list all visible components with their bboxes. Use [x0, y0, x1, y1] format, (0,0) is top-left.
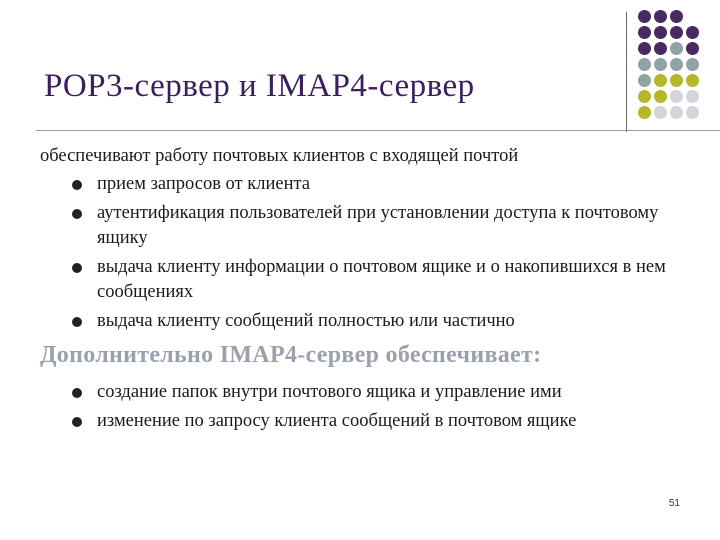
decorative-dot	[686, 106, 699, 119]
decorative-dot	[686, 58, 699, 71]
list-item	[40, 380, 700, 405]
decorative-dot	[670, 106, 683, 119]
decorative-dot	[686, 90, 699, 103]
page-number: 51	[668, 498, 680, 509]
vertical-divider	[626, 12, 627, 132]
bullet-icon	[72, 388, 82, 398]
decorative-dot	[670, 42, 683, 55]
list-item	[40, 201, 700, 251]
list-item-text: выдача клиенту информации о почтовом ящике и о накопившихся в нем сообщениях	[97, 257, 666, 302]
decorative-dot	[638, 26, 651, 39]
decorative-dot	[638, 90, 651, 103]
bullet-icon	[72, 209, 82, 219]
decorative-dot	[654, 106, 667, 119]
decorative-dot	[638, 10, 651, 23]
decorative-dot	[654, 10, 667, 23]
decorative-dot	[670, 58, 683, 71]
list-item-text: аутентификация пользователей при установлении доступа к почтовому ящику	[97, 203, 659, 248]
list-item	[40, 309, 700, 334]
decorative-dot	[654, 42, 667, 55]
list-item	[40, 172, 700, 197]
section-heading: Дополнительно IMAP4-сервер обеспечивает:	[40, 342, 542, 368]
decorative-dot	[654, 74, 667, 87]
bullet-list-primary	[40, 172, 700, 338]
decorative-dot	[670, 74, 683, 87]
decorative-dot	[654, 58, 667, 71]
slide-title: POP3-сервер и IMAP4-сервер	[44, 68, 475, 104]
list-item-text: изменение по запросу клиента сообщений в почтовом ящике	[97, 411, 577, 431]
list-item	[40, 255, 700, 305]
list-item	[40, 409, 700, 434]
decorative-dot	[670, 90, 683, 103]
list-item-text: выдача клиенту сообщений полностью или частично	[97, 311, 515, 331]
bullet-list-imap	[40, 380, 700, 438]
decorative-dot	[686, 26, 699, 39]
decorative-dot	[638, 58, 651, 71]
bullet-icon	[72, 180, 82, 190]
decorative-dot	[686, 74, 699, 87]
decorative-dot	[638, 42, 651, 55]
intro-text: обеспечивают работу почтовых клиентов с входящей почтой	[40, 146, 519, 166]
list-item-text: прием запросов от клиента	[97, 174, 311, 194]
decorative-dot	[670, 10, 683, 23]
decorative-dot	[638, 74, 651, 87]
decorative-dot	[654, 90, 667, 103]
decorative-dot-grid	[638, 10, 718, 122]
bullet-icon	[72, 417, 82, 427]
bullet-icon	[72, 263, 82, 273]
decorative-dot	[638, 106, 651, 119]
decorative-dot	[670, 26, 683, 39]
decorative-dot	[654, 26, 667, 39]
title-divider	[36, 130, 720, 131]
decorative-dot	[686, 42, 699, 55]
bullet-icon	[72, 317, 82, 327]
list-item-text: создание папок внутри почтового ящика и управление ими	[97, 382, 562, 402]
